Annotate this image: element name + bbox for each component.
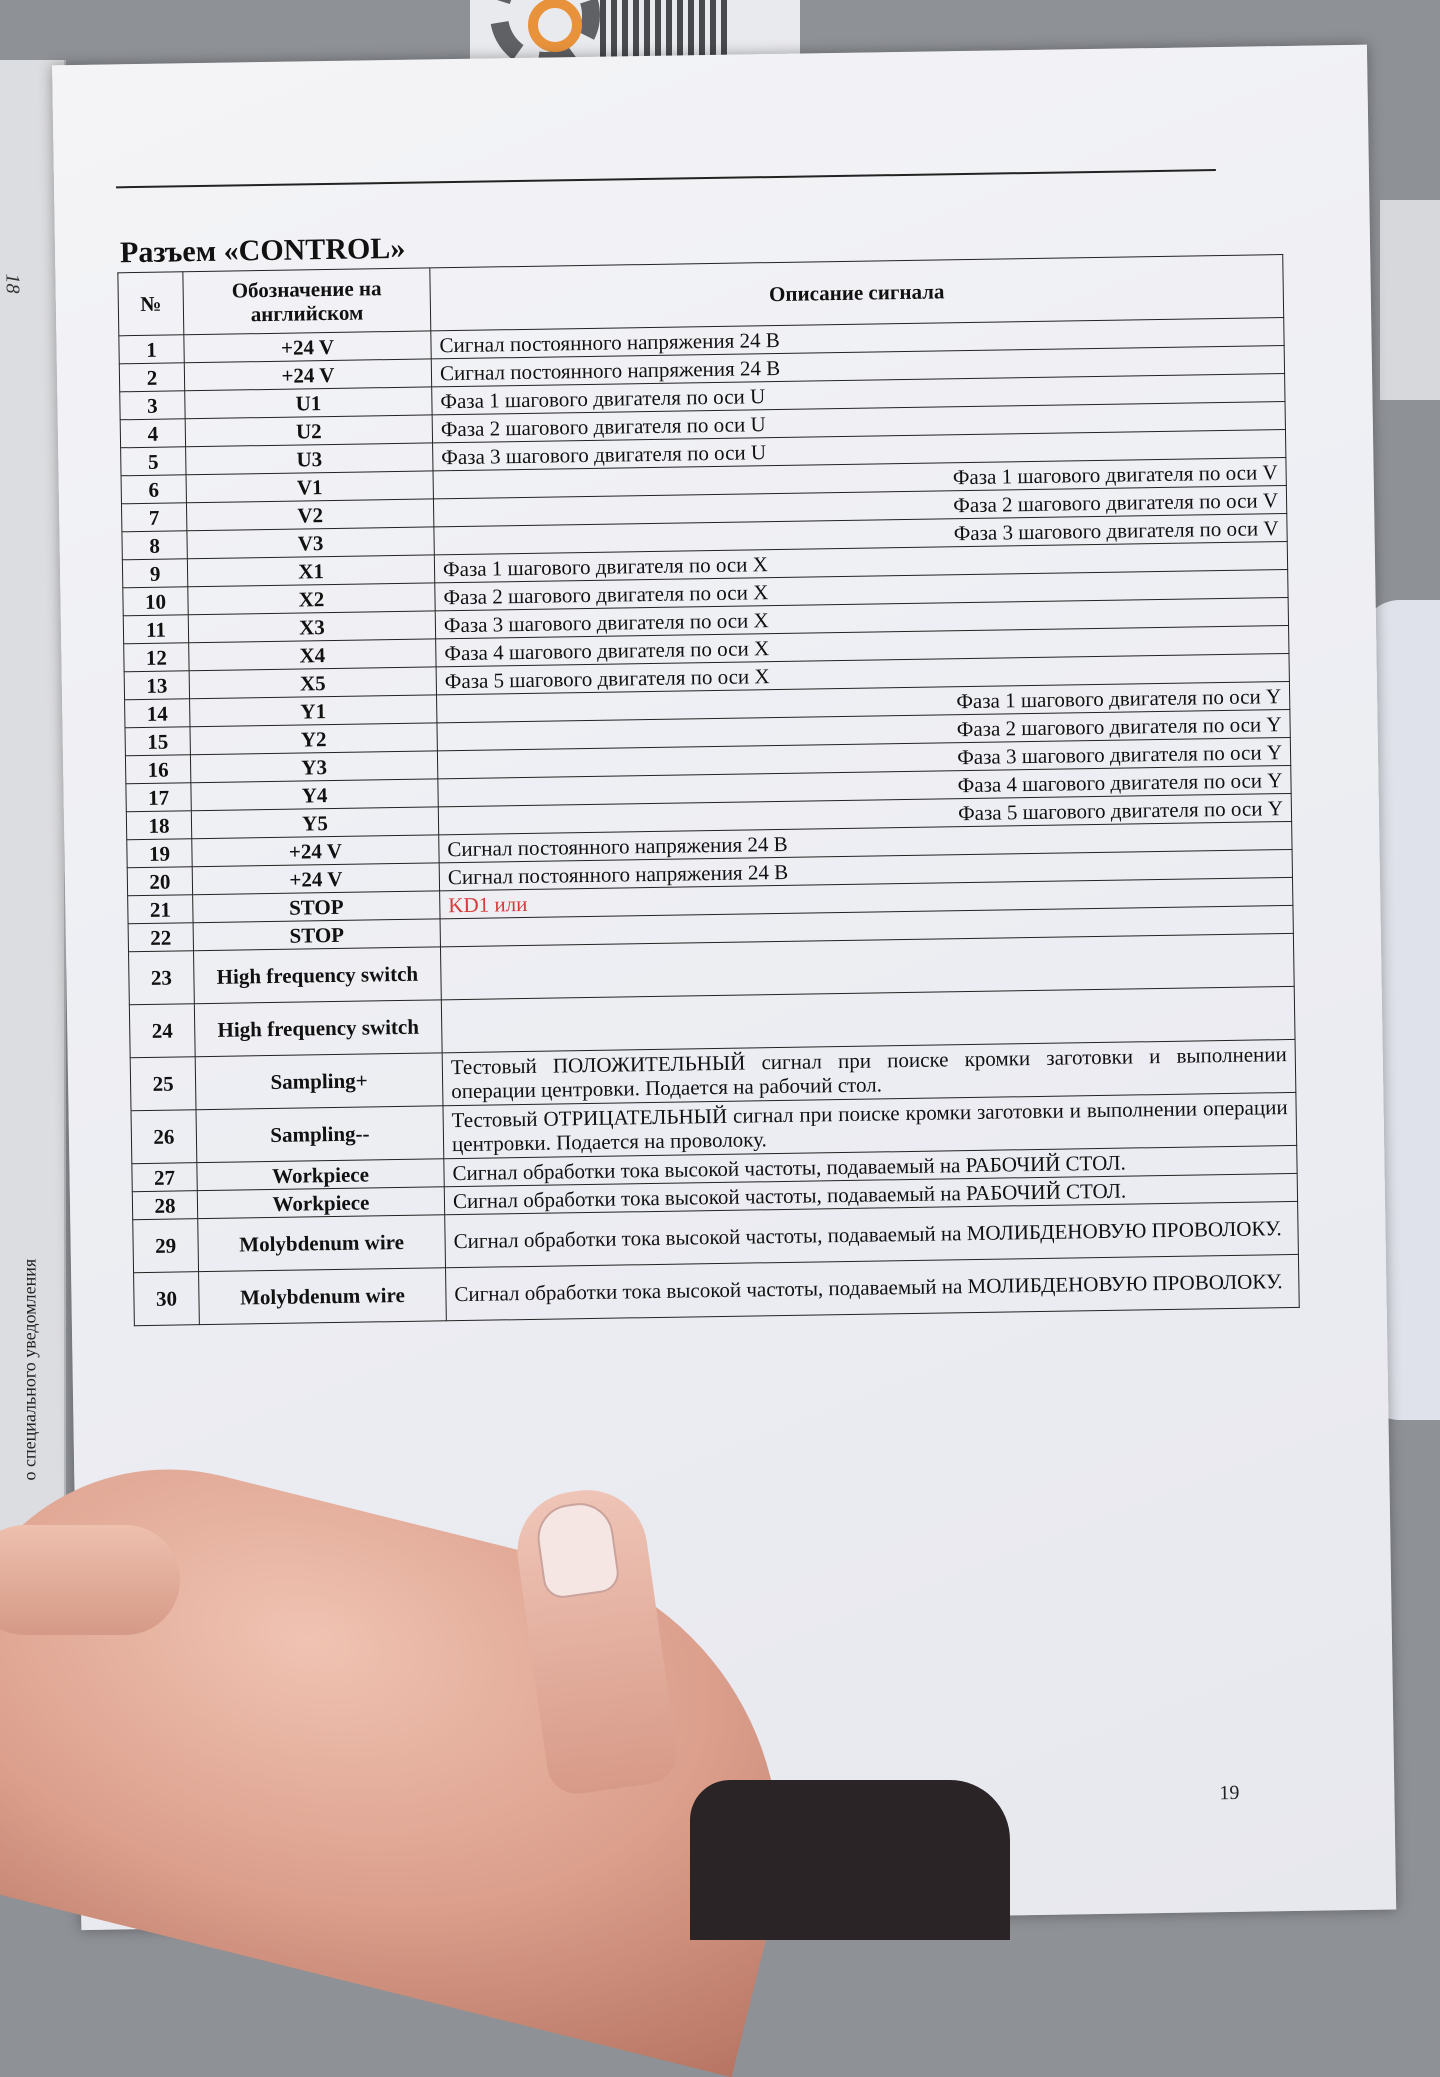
row-english-designation: X5 xyxy=(189,667,436,699)
row-number: 25 xyxy=(130,1057,196,1111)
row-number: 5 xyxy=(121,447,186,476)
row-number: 29 xyxy=(133,1219,199,1273)
row-signal-description: Фаза 1 шагового двигателя по оси Y xyxy=(437,681,1290,722)
header-description: Описание сигнала xyxy=(430,255,1284,331)
row-number: 14 xyxy=(125,699,190,728)
row-english-designation: Y2 xyxy=(190,723,437,755)
row-english-designation: Sampling+ xyxy=(195,1053,443,1110)
row-signal-description: Фаза 3 шагового двигателя по оси X xyxy=(435,597,1288,638)
row-signal-description: Фаза 5 шагового двигателя по оси X xyxy=(436,653,1289,694)
row-number: 30 xyxy=(134,1272,200,1326)
row-english-designation: X1 xyxy=(187,555,434,587)
left-page-number: 18 xyxy=(1,273,24,294)
thumb-nail xyxy=(533,1499,621,1601)
row-english-designation: V2 xyxy=(186,499,433,531)
row-signal-description: Фаза 2 шагового двигателя по оси U xyxy=(432,402,1285,443)
row-english-designation: STOP xyxy=(193,919,440,951)
row-number: 4 xyxy=(120,419,185,448)
row-english-designation: Sampling-- xyxy=(196,1106,444,1163)
row-number: 17 xyxy=(126,783,191,812)
left-page-vertical-text: о специального уведомления xyxy=(19,1258,40,1481)
row-english-designation: U3 xyxy=(186,443,433,475)
row-english-designation: +24 V xyxy=(184,359,431,391)
row-number: 7 xyxy=(121,503,186,532)
row-signal-description: KD1 или xyxy=(440,877,1293,918)
row-number: 28 xyxy=(132,1191,197,1220)
row-signal-description: Фаза 1 шагового двигателя по оси V xyxy=(433,457,1286,498)
row-number: 18 xyxy=(126,811,191,840)
row-english-designation: Y3 xyxy=(190,751,437,783)
row-signal-description: Сигнал обработки тока высокой частоты, подаваемый на РАБОЧИЙ СТОЛ. xyxy=(444,1173,1297,1214)
row-signal-description: Сигнал постоянного напряжения 24 В xyxy=(439,849,1292,890)
row-number: 20 xyxy=(127,867,192,896)
row-english-designation: +24 V xyxy=(192,835,439,867)
row-number: 9 xyxy=(122,559,187,588)
row-english-designation: U1 xyxy=(185,387,432,419)
row-english-designation: STOP xyxy=(193,891,440,923)
row-english-designation: X4 xyxy=(189,639,436,671)
row-number: 23 xyxy=(129,951,195,1005)
row-number: 1 xyxy=(119,335,184,364)
row-english-designation: Workpiece xyxy=(197,1159,444,1191)
row-signal-description: Сигнал обработки тока высокой частоты, подаваемый на РАБОЧИЙ СТОЛ. xyxy=(444,1145,1297,1186)
row-number: 8 xyxy=(122,531,187,560)
row-signal-description: Фаза 5 шагового двигателя по оси Y xyxy=(438,793,1291,834)
row-english-designation: +24 V xyxy=(184,331,431,363)
row-english-designation: V3 xyxy=(187,527,434,559)
header-rule xyxy=(116,169,1216,188)
row-number: 11 xyxy=(123,615,188,644)
row-number: 6 xyxy=(121,475,186,504)
row-number: 24 xyxy=(129,1004,195,1058)
row-english-designation: Workpiece xyxy=(197,1187,444,1219)
row-english-designation: Y1 xyxy=(190,695,437,727)
row-number: 16 xyxy=(125,755,190,784)
row-english-designation: Y4 xyxy=(191,779,438,811)
row-signal-description: Фаза 3 шагового двигателя по оси V xyxy=(434,513,1287,554)
sleeve xyxy=(690,1780,1010,1940)
table-body xyxy=(119,318,1299,1326)
row-number: 3 xyxy=(120,391,185,420)
row-signal-description: Фаза 1 шагового двигателя по оси U xyxy=(432,374,1285,415)
background-box xyxy=(1380,200,1440,400)
row-signal-description: Тестовый ОТРИЦАТЕЛЬНЫЙ сигнал при поиске кромки заготовки и выполнении операции центровки. Подается на проволоку. xyxy=(443,1092,1297,1158)
row-signal-description: Фаза 4 шагового двигателя по оси X xyxy=(436,625,1289,666)
row-signal-description: Сигнал постоянного напряжения 24 В xyxy=(431,318,1284,359)
row-number: 22 xyxy=(128,923,193,952)
row-english-designation: X3 xyxy=(188,611,435,643)
row-english-designation: High frequency switch xyxy=(194,1000,442,1057)
row-english-designation: Y5 xyxy=(191,807,438,839)
row-signal-description: Фаза 2 шагового двигателя по оси V xyxy=(433,485,1286,526)
row-signal-description: Фаза 2 шагового двигателя по оси X xyxy=(435,569,1288,610)
signals-table xyxy=(117,254,1299,1326)
row-signal-description: Фаза 3 шагового двигателя по оси Y xyxy=(437,737,1290,778)
row-english-designation: Molybdenum wire xyxy=(199,1268,447,1325)
row-english-designation: High frequency switch xyxy=(194,947,442,1004)
row-number: 27 xyxy=(132,1163,197,1192)
row-number: 21 xyxy=(128,895,193,924)
row-signal-description: Фаза 2 шагового двигателя по оси Y xyxy=(437,709,1290,750)
finger xyxy=(0,1525,180,1635)
row-english-designation: V1 xyxy=(186,471,433,503)
row-number: 12 xyxy=(124,643,189,672)
row-signal-description: Фаза 4 шагового двигателя по оси Y xyxy=(438,765,1291,806)
header-english: Обозначение на английском xyxy=(183,268,431,335)
row-signal-description: Сигнал обработки тока высокой частоты, подаваемый на МОЛИБДЕНОВУЮ ПРОВОЛОКУ. xyxy=(446,1254,1300,1320)
row-number: 13 xyxy=(124,671,189,700)
row-signal-description: Тестовый ПОЛОЖИТЕЛЬНЫЙ сигнал при поиске кромки заготовки и выполнении операции центровки. Подается на рабочий стол. xyxy=(442,1039,1296,1105)
row-english-designation: Molybdenum wire xyxy=(198,1215,446,1272)
row-signal-description: Сигнал постоянного напряжения 24 В xyxy=(439,821,1292,862)
row-number: 2 xyxy=(119,363,184,392)
page-number: 19 xyxy=(1219,1781,1240,1805)
row-number: 26 xyxy=(131,1110,197,1164)
row-signal-description: Сигнал обработки тока высокой частоты, подаваемый на МОЛИБДЕНОВУЮ ПРОВОЛОКУ. xyxy=(445,1201,1299,1267)
row-english-designation: +24 V xyxy=(192,863,439,895)
row-number: 15 xyxy=(125,727,190,756)
row-number: 10 xyxy=(123,587,188,616)
row-english-designation: X2 xyxy=(188,583,435,615)
row-signal-description: Фаза 1 шагового двигателя по оси X xyxy=(434,541,1287,582)
row-signal-description: Сигнал постоянного напряжения 24 В xyxy=(431,346,1284,387)
page-title: Разъем «CONTROL» xyxy=(119,231,406,270)
row-number: 19 xyxy=(127,839,192,868)
row-english-designation: U2 xyxy=(185,415,432,447)
header-num: № xyxy=(118,272,184,336)
row-signal-description: Фаза 3 шагового двигателя по оси U xyxy=(433,429,1286,470)
